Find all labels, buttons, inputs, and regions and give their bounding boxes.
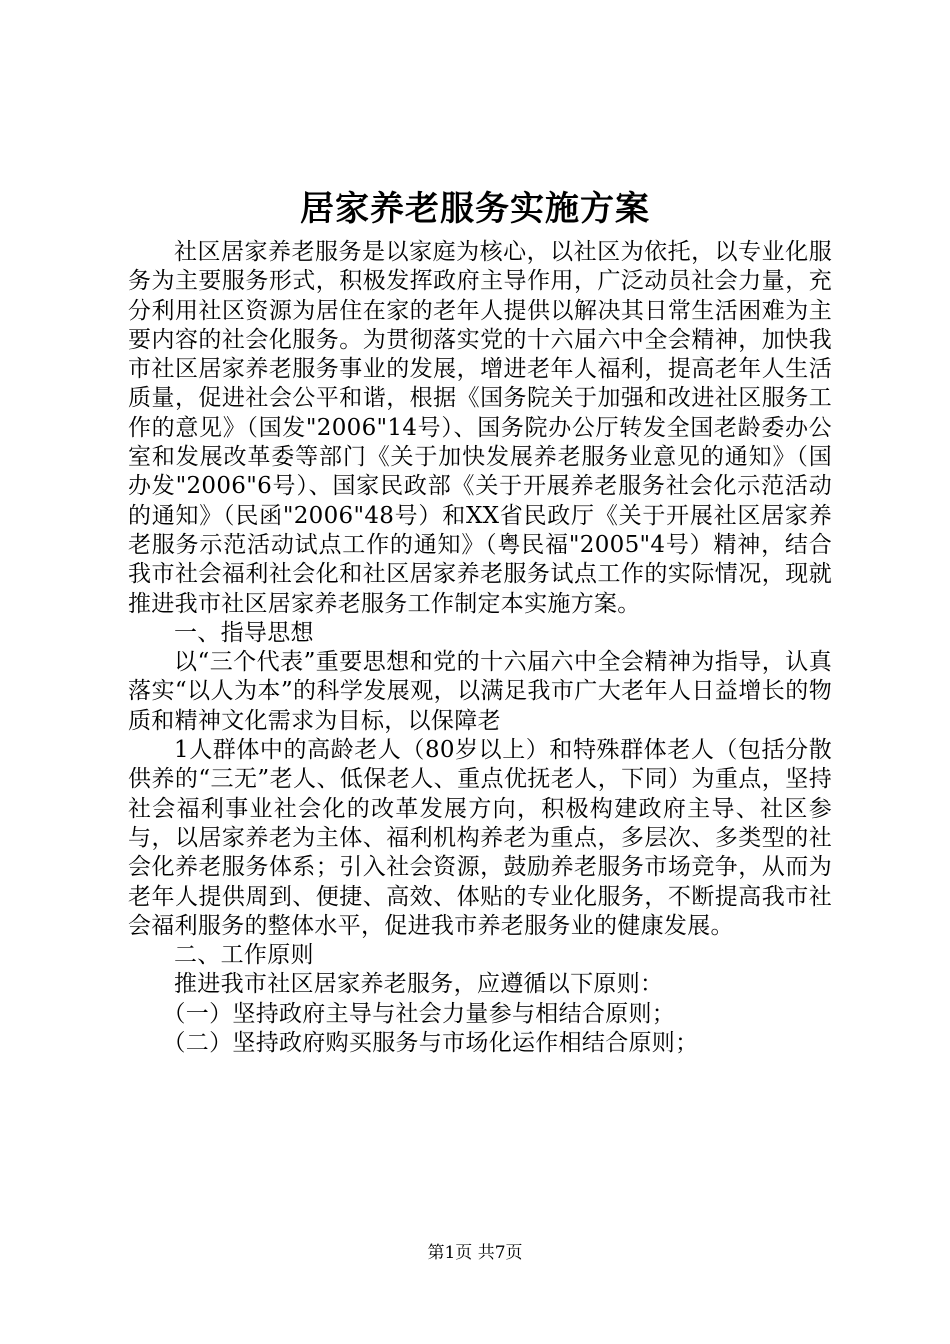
section-heading-work-principles: 二、工作原则 [174,942,314,969]
guiding-ideology-paragraph: 以“三个代表”重要思想和党的十六届六中全会精神为指导，认真落实“以人为本”的科学发展观，以满足我市广大老年人日益增长的物质和精神文化需求为目标，以保障老 [128,649,832,734]
principle-item-1: （一）坚持政府主导与社会力量参与相结合原则； [162,1000,676,1027]
guiding-ideology-continued-paragraph: 1人群体中的高龄老人（80岁以上）和特殊群体老人（包括分散供养的“三无”老人、低保老人、重点优抚老人，下同）为重点，坚持社会福利事业社会化的改革发展方向，积极构建政府主导、社区参与，以居家养老为主体、福利机构养老为重点，多层次、多类型的社会化养老服务体系；引入社会资源，鼓励养老服务市场竞争，从而为老年人提供周到、便捷、高效、体贴的专业化服务，不断提高我市社会福利服务的整体水平，促进我市养老服务业的健康发展。 [128,737,832,939]
intro-paragraph: 社区居家养老服务是以家庭为核心，以社区为依托，以专业化服务为主要服务形式，积极发挥政府主导作用，广泛动员社会力量，充分利用社区资源为居住在家的老年人提供以解决其日常生活困难为主要内容的社会化服务。为贯彻落实党的十六届六中全会精神，加快我市社区居家养老服务事业的发展，增进老年人福利，提高老年人生活质量，促进社会公平和谐，根据《国务院关于加强和改进社区服务工作的意见》（国发"2006"14号）、国务院办公厅转发全国老龄委办公室和发展改革委等部门《关于加快发展养老服务业意见的通知》（国办发"2006"6号）、国家民政部《关于开展养老服务社会化示范活动的通知》（民函"2006"48号）和XX省民政厅《关于开展社区居家养老服务示范活动试点工作的通知》（粤民福"2005"4号）精神，结合我市社会福利社会化和社区居家养老服务试点工作的实际情况，现就推进我市社区居家养老服务工作制定本实施方案。 [128,239,832,617]
section-heading-guiding-ideology: 一、指导思想 [174,619,314,646]
page-number-footer: 第1页 共7页 [427,1243,523,1263]
document-body [128,238,832,1058]
principle-item-2: （二）坚持政府购买服务与市场化运作相结合原则； [162,1030,699,1057]
page-title: 居家养老服务实施方案 [300,189,650,229]
work-principles-intro: 推进我市社区居家养老服务，应遵循以下原则： [174,971,664,998]
